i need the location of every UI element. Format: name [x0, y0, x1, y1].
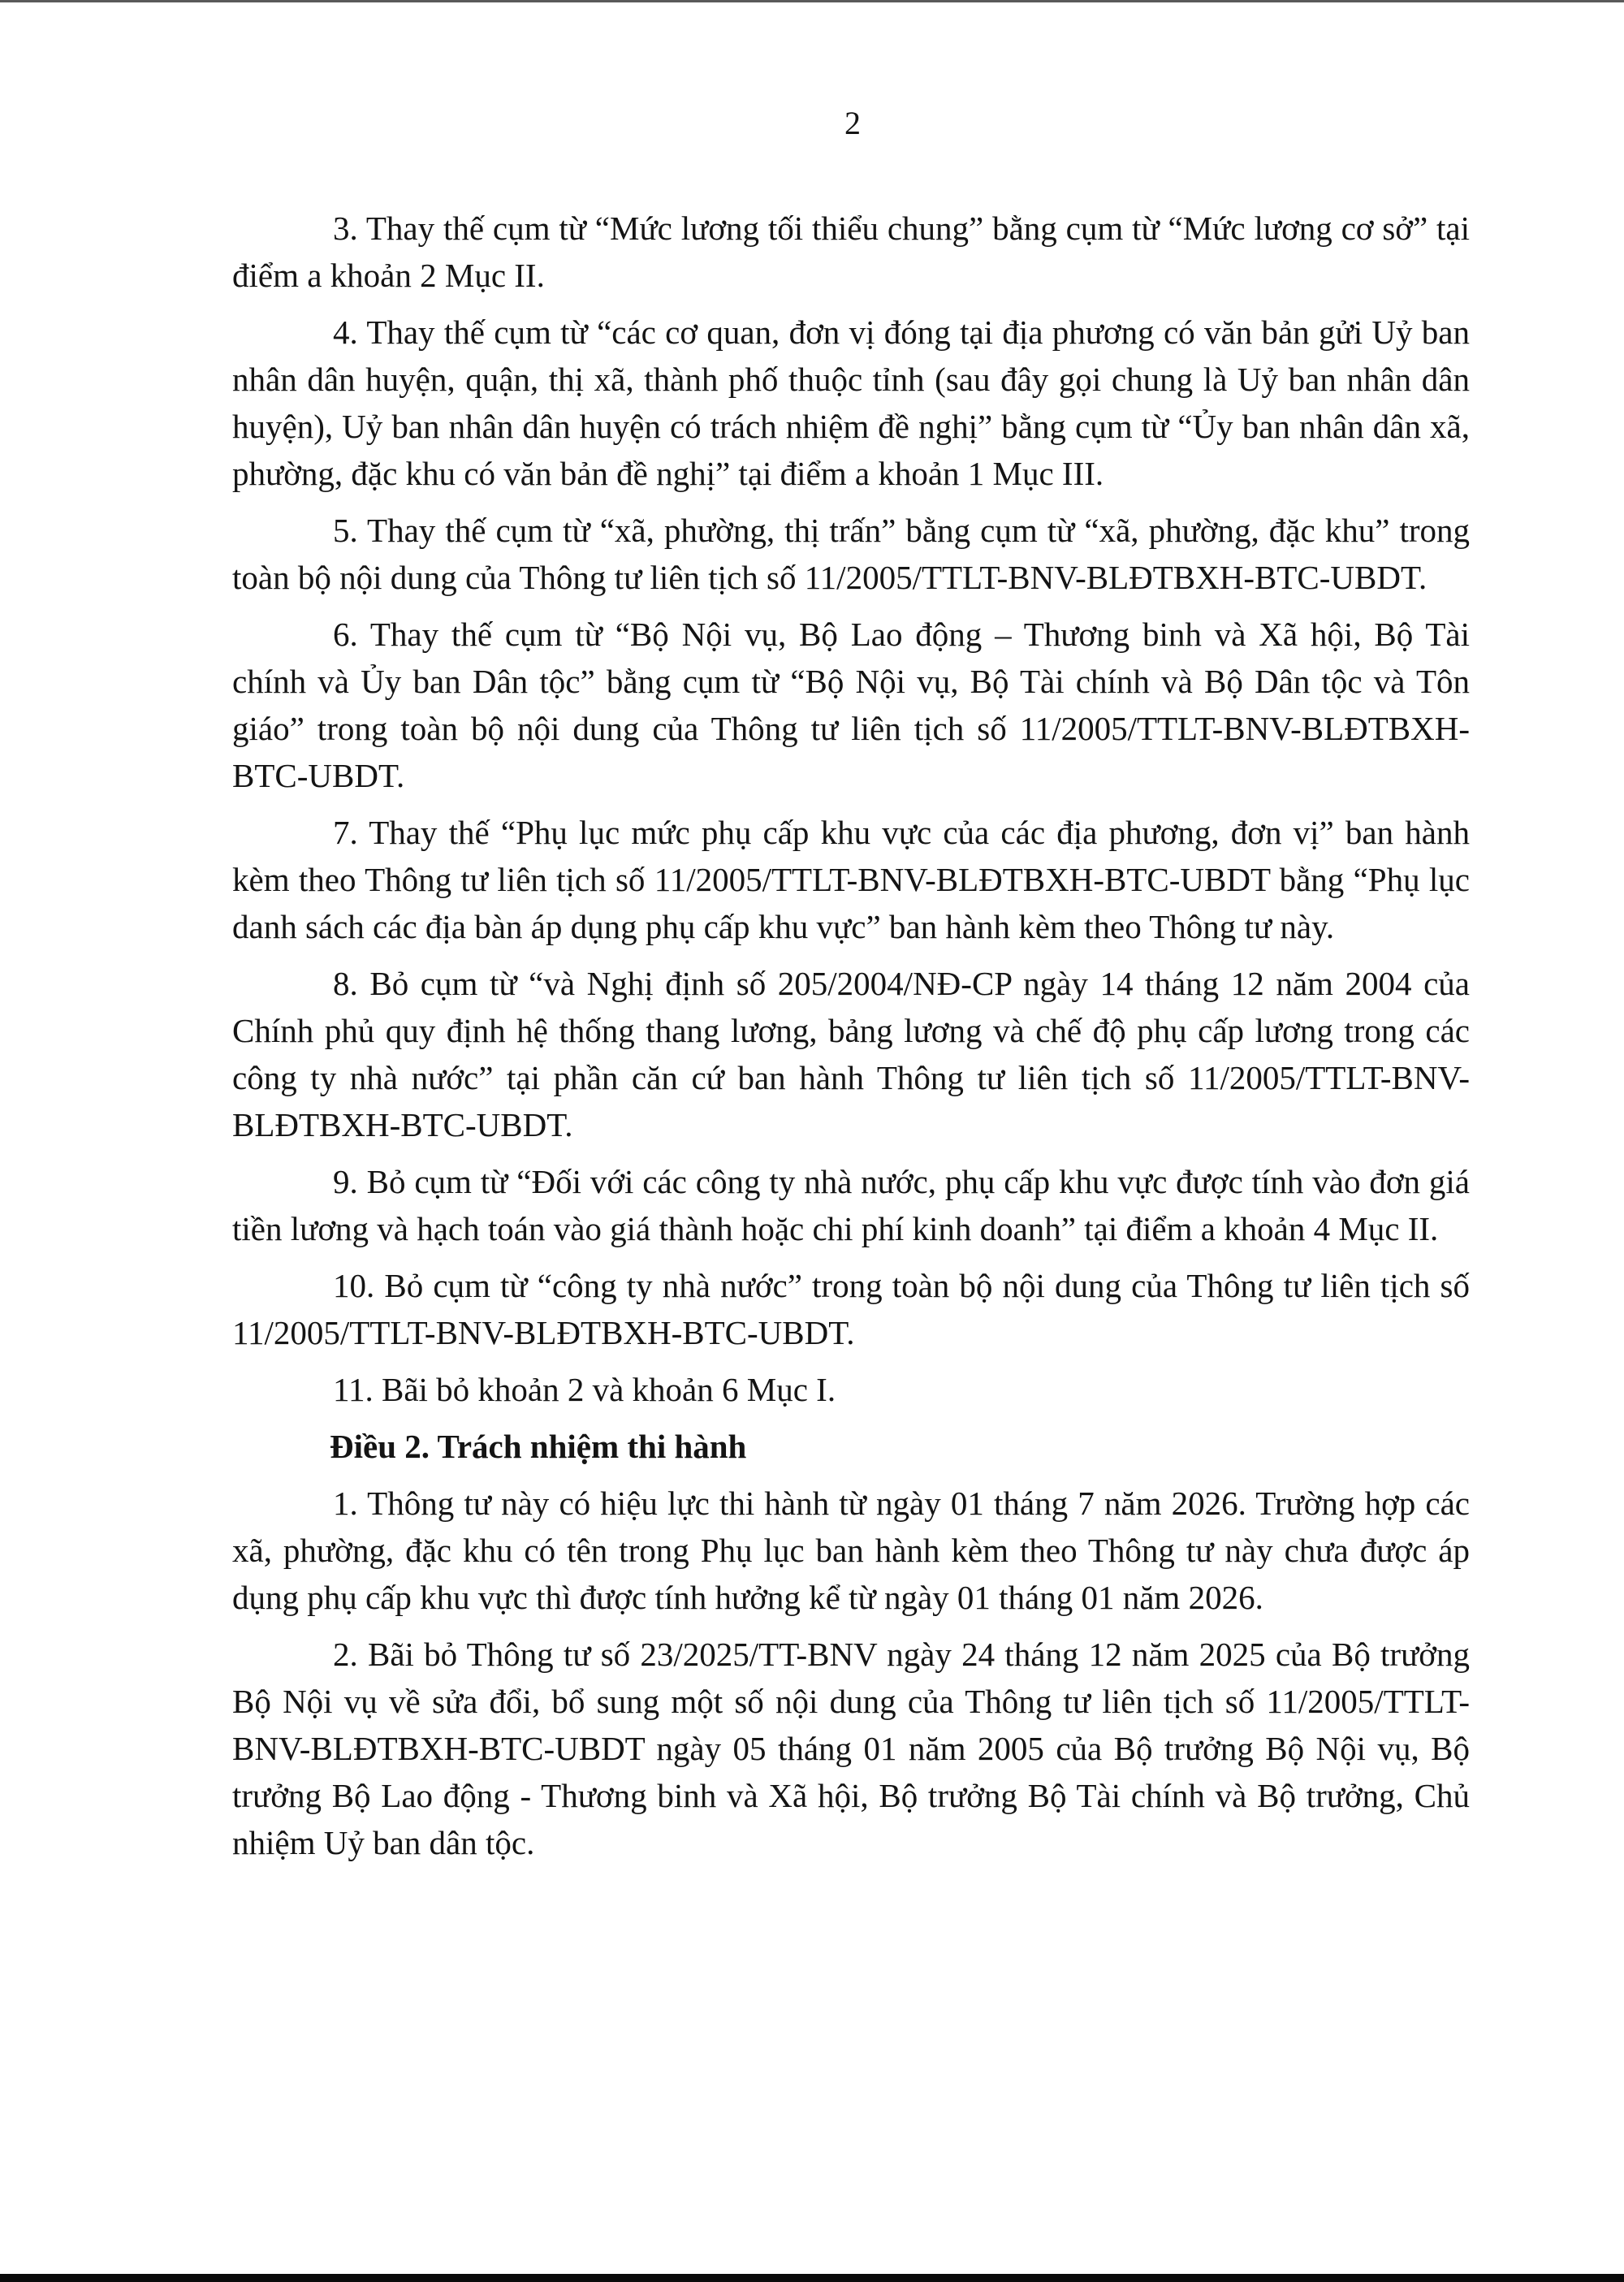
paragraph-item-11: 11. Bãi bỏ khoản 2 và khoản 6 Mục I.	[333, 1371, 836, 1408]
document-body	[232, 205, 1470, 1876]
paragraph-item-4: 4. Thay thế cụm từ “các cơ quan, đơn vị đóng tại địa phương có văn bản gửi Uỷ ban nhân dân huyện, quận, thị xã, thành phố thuộc tỉnh (sau đây gọi chung là Uỷ ban nhân dân huyện), Uỷ ban nhân dân huyện có trách nhiệm đề nghị” bằng cụm từ “Ủy ban nhân dân xã, phường, đặc khu có văn bản đề nghị” tại điểm a khoản 1 Mục III.	[232, 313, 1470, 492]
article-2-paragraph-2: 2. Bãi bỏ Thông tư số 23/2025/TT-BNV ngày 24 tháng 12 năm 2025 của Bộ trưởng Bộ Nội vụ về sửa đổi, bổ sung một số nội dung của Thông tư liên tịch số 11/2005/TTLT-BNV-BLĐTBXH-BTC-UBDT ngày 05 tháng 01 năm 2005 của Bộ trưởng Bộ Nội vụ, Bộ trưởng Bộ Lao động - Thương binh và Xã hội, Bộ trưởng Bộ Tài chính và Bộ trưởng, Chủ nhiệm Uỷ ban dân tộc.	[232, 1636, 1470, 1861]
scan-bottom-edge	[0, 2274, 1624, 2282]
page-number: 2	[844, 105, 861, 141]
paragraph-item-8: 8. Bỏ cụm từ “và Nghị định số 205/2004/NĐ-CP ngày 14 tháng 12 năm 2004 của Chính phủ quy định hệ thống thang lương, bảng lương và chế độ phụ cấp lương trong các công ty nhà nước” tại phần căn cứ ban hành Thông tư liên tịch số 11/2005/TTLT-BNV-BLĐTBXH-BTC-UBDT.	[232, 965, 1470, 1143]
paragraph-item-9: 9. Bỏ cụm từ “Đối với các công ty nhà nước, phụ cấp khu vực được tính vào đơn giá tiền lương và hạch toán vào giá thành hoặc chi phí kinh doanh” tại điểm a khoản 4 Mục II.	[232, 1163, 1470, 1247]
scan-top-edge	[0, 0, 1624, 2]
paragraph-item-10: 10. Bỏ cụm từ “công ty nhà nước” trong toàn bộ nội dung của Thông tư liên tịch số 11/2005/TTLT-BNV-BLĐTBXH-BTC-UBDT.	[232, 1267, 1470, 1351]
paragraph-item-3: 3. Thay thế cụm từ “Mức lương tối thiểu chung” bằng cụm từ “Mức lương cơ sở” tại điểm a khoản 2 Mục II.	[232, 210, 1470, 294]
paragraph-item-7: 7. Thay thế “Phụ lục mức phụ cấp khu vực của các địa phương, đơn vị” ban hành kèm theo Thông tư liên tịch số 11/2005/TTLT-BNV-BLĐTBXH-BTC-UBDT bằng “Phụ lục danh sách các địa bàn áp dụng phụ cấp khu vực” ban hành kèm theo Thông tư này.	[232, 814, 1470, 945]
paragraph-item-6: 6. Thay thế cụm từ “Bộ Nội vụ, Bộ Lao động – Thương binh và Xã hội, Bộ Tài chính và Ủy ban Dân tộc” bằng cụm từ “Bộ Nội vụ, Bộ Tài chính và Bộ Dân tộc và Tôn giáo” trong toàn bộ nội dung của Thông tư liên tịch số 11/2005/TTLT-BNV-BLĐTBXH-BTC-UBDT.	[232, 616, 1470, 794]
article-2-paragraph-1: 1. Thông tư này có hiệu lực thi hành từ ngày 01 tháng 7 năm 2026. Trường hợp các xã, phường, đặc khu có tên trong Phụ lục ban hành kèm theo Thông tư này chưa được áp dụng phụ cấp khu vực thì được tính hưởng kể từ ngày 01 tháng 01 năm 2026.	[232, 1485, 1470, 1616]
article-2-heading: Điều 2. Trách nhiệm thi hành	[330, 1428, 747, 1465]
paragraph-item-5: 5. Thay thế cụm từ “xã, phường, thị trấn” bằng cụm từ “xã, phường, đặc khu” trong toàn bộ nội dung của Thông tư liên tịch số 11/2005/TTLT-BNV-BLĐTBXH-BTC-UBDT.	[232, 512, 1470, 596]
